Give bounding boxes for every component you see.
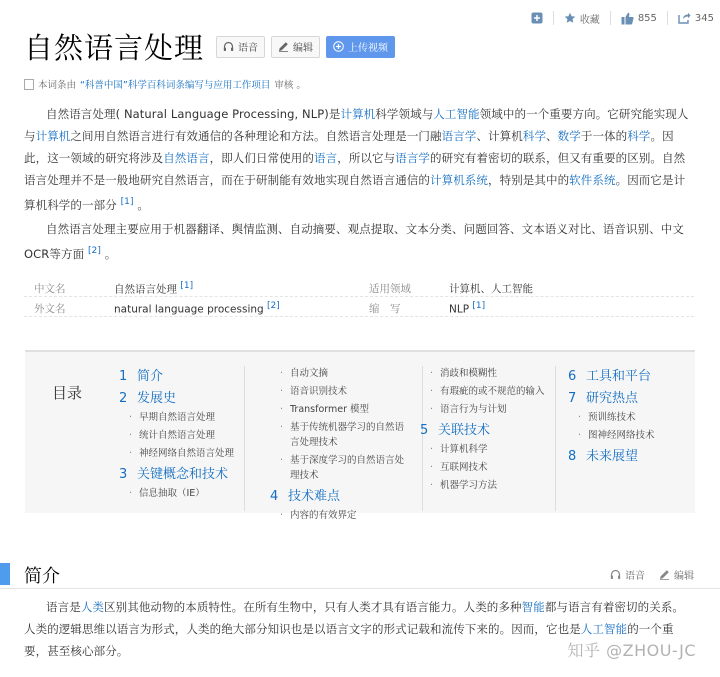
share-icon xyxy=(678,12,691,24)
divider xyxy=(555,366,556,511)
toc-title: 研究热点 xyxy=(586,391,639,406)
inline-link[interactable]: 自然语言 xyxy=(163,151,210,165)
toc-subitem[interactable]: · 基于深度学习的自然语言处理技术 xyxy=(270,453,410,483)
toc-column-1 xyxy=(119,366,239,504)
text-run: 于一体的 xyxy=(580,129,628,143)
review-prefix: 本词条由 xyxy=(38,80,77,91)
table-of-contents xyxy=(25,350,695,521)
ref-1[interactable]: [1] xyxy=(472,301,486,311)
text-run: 自然语言处理( Natural Language Processing, NLP)是 xyxy=(46,107,341,121)
toc-title: 技术难点 xyxy=(288,489,341,504)
intro-paragraph-2 xyxy=(24,218,692,265)
divider xyxy=(244,366,245,511)
favorite-button[interactable] xyxy=(564,11,600,26)
text-run: 。因而它是计算机科学的一部分 xyxy=(24,173,686,212)
toc-subitem[interactable]: · 语言行为与计划 xyxy=(420,402,545,417)
toc-title: 关联技术 xyxy=(438,423,491,438)
inline-link[interactable]: 计算机系统 xyxy=(430,173,488,187)
text-run: 。因此，这一领域的研究将涉及 xyxy=(24,129,674,165)
inline-link[interactable]: 科学 xyxy=(522,129,547,143)
edit-button[interactable] xyxy=(271,36,320,58)
text-run: 区别其他动物的本质特性。在所有生物中，只有人类才具有语言能力。人类的多种 xyxy=(104,600,522,614)
text-run: 。 xyxy=(101,246,117,261)
headphones-icon xyxy=(223,41,234,52)
toc-subitem[interactable]: · 信息抽取（IE） xyxy=(119,486,239,501)
text-run: 之间用自然语言进行有效通信的各种理论和方法。自然语言处理是一门融 xyxy=(70,129,442,143)
chinese-name-value: 自然语言处理 xyxy=(114,283,177,296)
inline-link[interactable]: 计算机 xyxy=(35,129,71,143)
listen-button[interactable] xyxy=(216,36,265,58)
text-run: 。 xyxy=(133,197,149,212)
toc-number: 5 xyxy=(420,423,429,438)
reference-mark[interactable]: [2] xyxy=(87,246,101,256)
text-run: 、计算机 xyxy=(476,129,523,143)
info-val-chinese-name xyxy=(114,281,193,297)
toc-title: 发展史 xyxy=(137,391,177,406)
review-org-link[interactable]: “科普中国”科学百科词条编写与应用工作项目 xyxy=(80,80,271,91)
toc-item-7[interactable] xyxy=(568,388,688,410)
text-run: ，所以它与 xyxy=(337,151,396,165)
info-row xyxy=(24,297,694,317)
reference-mark[interactable]: [1] xyxy=(120,197,134,207)
text-run: 的一个重要，甚至核心部分。 xyxy=(24,622,674,658)
foreign-name-value: natural language processing xyxy=(114,303,264,316)
inline-link[interactable]: 人工智能 xyxy=(580,622,628,636)
intro-paragraph-1 xyxy=(24,103,692,216)
inline-link[interactable]: 语言学 xyxy=(441,129,477,143)
toc-subitem[interactable]: · 自动文摘 xyxy=(270,366,410,381)
toc-number: 2 xyxy=(119,391,128,406)
toc-subitem[interactable]: · 机器学习方法 xyxy=(420,478,545,493)
toc-item-6[interactable] xyxy=(568,366,688,388)
toc-subitem[interactable]: · 有瑕疵的或不规范的输入 xyxy=(420,384,545,399)
pencil-icon xyxy=(659,569,670,580)
toc-subitem[interactable]: · 语音识别技术 xyxy=(270,384,410,399)
share-button[interactable] xyxy=(678,12,714,24)
like-button[interactable] xyxy=(621,12,657,25)
info-key-field: 适用领域 xyxy=(369,283,411,295)
page-title: 自然语言处理 xyxy=(24,31,205,65)
toc-title: 关键概念和技术 xyxy=(137,467,229,482)
toc-title: 未来展望 xyxy=(586,449,639,464)
thumbs-up-icon xyxy=(621,12,634,25)
edit-label: 编辑 xyxy=(293,43,314,54)
toc-item-3[interactable] xyxy=(119,464,239,486)
divider xyxy=(610,11,611,25)
info-key-foreign-name: 外文名 xyxy=(34,303,66,315)
toc-title: 工具和平台 xyxy=(586,369,652,384)
toc-subitem[interactable]: · 统计自然语言处理 xyxy=(119,428,239,443)
text-run: 自然语言处理主要应用于机器翻译、舆情监测、自动摘要、观点提取、文本分类、问题回答、文本语义对比、语音识别、中文OCR等方面 xyxy=(24,222,684,261)
section-header xyxy=(0,561,720,589)
inline-link[interactable]: 语言学 xyxy=(395,151,431,165)
inline-link[interactable]: 人工智能 xyxy=(433,107,480,121)
toc-subitem[interactable]: · 早期自然语言处理 xyxy=(119,410,239,425)
toc-subitem[interactable]: · 消歧和模糊性 xyxy=(420,366,545,381)
inline-link[interactable]: 人类 xyxy=(80,600,105,614)
listen-label: 语音 xyxy=(238,43,259,54)
info-key-abbr: 缩 写 xyxy=(369,303,401,315)
ref-2[interactable]: [2] xyxy=(267,301,280,311)
toc-number: 8 xyxy=(568,449,577,464)
toc-subitem[interactable]: · 图神经网络技术 xyxy=(568,428,688,443)
inline-link[interactable]: 计算机 xyxy=(340,107,376,121)
info-val-abbr xyxy=(449,301,485,316)
toc-item-2[interactable] xyxy=(119,388,239,410)
toc-number: 4 xyxy=(270,489,279,504)
watermark: 知乎 @ZHOU-JC xyxy=(567,641,696,660)
section-listen-label: 语音 xyxy=(625,571,645,582)
toc-subitem[interactable]: · 神经网络自然语言处理 xyxy=(119,446,239,461)
headphones-icon xyxy=(610,569,621,580)
section-edit-label: 编辑 xyxy=(674,571,694,582)
ref-1[interactable]: [1] xyxy=(180,281,194,291)
toc-column-4 xyxy=(568,366,688,468)
toc-subitem[interactable]: · 基于传统机器学习的自然语言处理技术 xyxy=(270,420,410,450)
toc-item-5[interactable] xyxy=(420,420,545,442)
favorite-label: 收藏 xyxy=(579,14,600,26)
section-listen-button[interactable] xyxy=(610,567,645,582)
toc-number: 7 xyxy=(568,391,577,406)
info-val-field: 计算机、人工智能 xyxy=(449,283,533,295)
text-run: 、 xyxy=(546,129,558,143)
section-tools xyxy=(610,567,694,582)
plus-circle-icon xyxy=(333,41,344,52)
upload-video-button[interactable] xyxy=(326,36,395,58)
toc-title: 简介 xyxy=(137,369,164,384)
inline-link[interactable]: 数学 xyxy=(557,129,581,143)
toc-sublist xyxy=(270,508,410,523)
document-icon xyxy=(24,79,34,90)
review-note xyxy=(24,77,306,91)
toc-column-2 xyxy=(270,366,410,526)
toc-number: 1 xyxy=(119,369,128,384)
like-count: 855 xyxy=(637,12,657,24)
toc-column-3 xyxy=(420,366,545,496)
add-button[interactable] xyxy=(531,12,543,24)
info-key-chinese-name: 中文名 xyxy=(34,283,66,295)
toc-subitem[interactable]: · 内容的有效界定 xyxy=(270,508,410,523)
toc-sublist xyxy=(270,366,410,483)
upload-video-label: 上传视频 xyxy=(348,43,389,54)
toc-label: 目录 xyxy=(52,384,83,402)
action-bar xyxy=(531,8,714,28)
toc-subitem[interactable]: · 互联网技术 xyxy=(420,460,545,475)
toc-number: 3 xyxy=(119,467,128,482)
section-accent-bar xyxy=(0,563,10,585)
text-run: ，特别是其中的 xyxy=(488,173,570,187)
toc-number: 6 xyxy=(568,369,577,384)
info-val-foreign-name xyxy=(114,301,280,316)
text-run: 的研究有着密切的联系，但又有重要的区别。自然语言处理并不是一般地研究自然语言，而在于研制能有效地实现自然语言通信的 xyxy=(24,151,686,187)
review-suffix: 审核 。 xyxy=(274,80,306,91)
title-row xyxy=(24,26,401,67)
text-run: 科学领域与 xyxy=(375,107,434,121)
abbr-value: NLP xyxy=(449,303,470,316)
inline-link[interactable]: 软件系统 xyxy=(569,173,616,187)
divider xyxy=(667,11,668,25)
share-count: 345 xyxy=(694,12,714,24)
basic-info-box xyxy=(24,277,694,317)
section-title: 简介 xyxy=(24,566,60,587)
toc-sublist xyxy=(420,366,545,417)
star-icon xyxy=(564,12,576,24)
text-run: 都与语言有着密切的关系。人类的逻辑思维以语言为形式，人类的绝大部分知识也是以语言文字的形式记载和流传下来的。因而，它也是 xyxy=(24,600,685,636)
toc-item-8[interactable] xyxy=(568,446,688,468)
text-run: 领域中的一个重要方向。它研究能实现人与 xyxy=(24,107,689,143)
toc-subitem[interactable]: · 计算机科学 xyxy=(420,442,545,457)
text-run: ，即人们日常使用的 xyxy=(209,151,315,165)
toc-item-4[interactable] xyxy=(270,486,410,508)
toc-subitem[interactable]: · 预训练技术 xyxy=(568,410,688,425)
pencil-icon xyxy=(278,41,289,52)
toc-subitem[interactable]: · Transformer 模型 xyxy=(270,402,410,417)
text-run: 语言是 xyxy=(46,600,81,614)
plus-square-icon xyxy=(531,12,543,24)
inline-link[interactable]: 智能 xyxy=(521,600,545,614)
inline-link[interactable]: 语言 xyxy=(314,151,338,165)
section-edit-button[interactable] xyxy=(659,567,694,582)
toc-item-1[interactable] xyxy=(119,366,239,388)
divider xyxy=(553,11,554,25)
toc-sublist xyxy=(420,442,545,493)
inline-link[interactable]: 科学 xyxy=(627,129,651,143)
info-row xyxy=(24,277,694,297)
